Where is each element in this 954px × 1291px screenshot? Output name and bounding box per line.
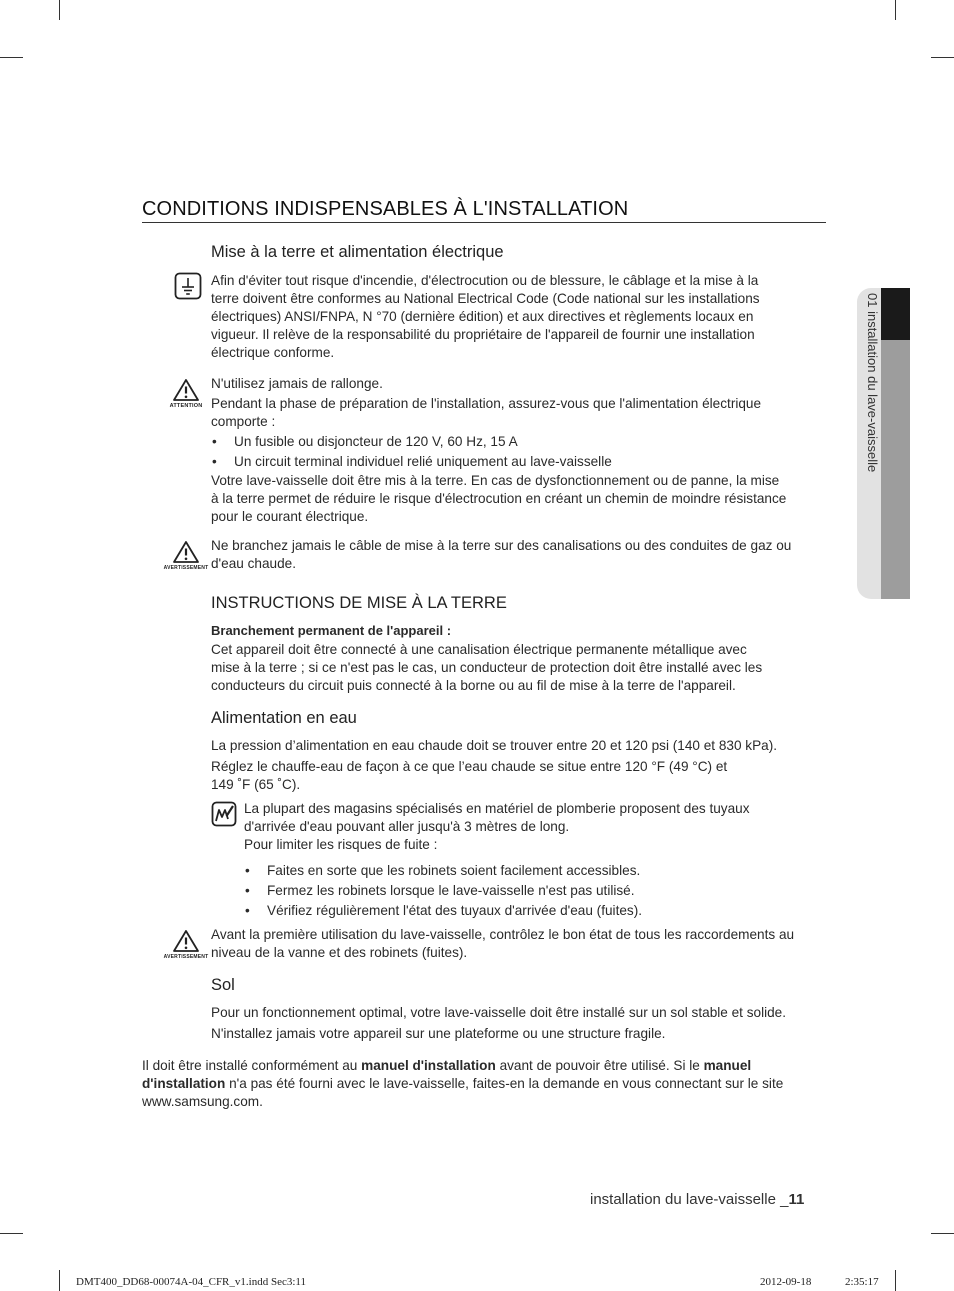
- crop-mark: [59, 1270, 60, 1291]
- text-line: d'eau chaude.: [211, 556, 296, 571]
- chapter-tab-label: 01 installation du lave-vaisselle: [865, 293, 880, 473]
- crop-mark: [59, 0, 60, 20]
- text-line: électriques) ANSI/FNPA, N °70 (dernière édition) et aux directives et règlements locaux en: [211, 309, 754, 324]
- chapter-tab-dark-block: [881, 288, 910, 340]
- text-line: N'installez jamais votre appareil sur une plateforme ou une structure fragile.: [211, 1026, 666, 1041]
- note-block: [244, 800, 834, 920]
- text-line: Pour limiter les risques de fuite :: [244, 837, 438, 852]
- chapter-tab-gray-block: [881, 340, 910, 599]
- page-number: 11: [788, 1191, 805, 1208]
- crop-mark: [931, 57, 954, 58]
- attention-label: ATTENTION: [169, 403, 203, 409]
- manual-reference: manuel: [703, 1058, 752, 1073]
- grounding-paragraph: [211, 272, 831, 362]
- text-line: conducteurs du circuit puis connecté à la borne ou au fil de mise à la terre de l'appareil.: [211, 678, 736, 693]
- crop-mark: [931, 1233, 954, 1234]
- list-item: • Fermez les robinets lorsque le lave-vaisselle n'est pas utilisé.: [244, 882, 834, 900]
- page-title: CONDITIONS INDISPENSABLES À L'INSTALLATION: [142, 198, 629, 220]
- text-line: [142, 1057, 832, 1075]
- text-line: Votre lave-vaisselle doit être mis à la terre. En cas de dysfonctionnement ou de panne, la mise: [211, 473, 780, 488]
- closing-paragraph: [142, 1057, 832, 1111]
- text-line: [142, 1075, 832, 1093]
- attention-icon: [164, 378, 208, 409]
- section-heading-floor: Sol: [211, 976, 235, 994]
- crop-mark: [895, 0, 896, 20]
- slug-filename: DMT400_DD68-00074A-04_CFR_v1.indd Sec3:11: [76, 1276, 306, 1288]
- note-icon: [211, 801, 237, 832]
- page-footer: [590, 1191, 804, 1208]
- ground-instructions-paragraph: [211, 641, 831, 695]
- list-item: • Un fusible ou disjoncteur de 120 V, 60 Hz, 15 A: [211, 433, 831, 451]
- section-heading-ground-instructions: INSTRUCTIONS DE MISE À LA TERRE: [211, 594, 507, 612]
- manual-reference: d'installation: [142, 1076, 226, 1091]
- list-item: • Faites en sorte que les robinets soient facilement accessibles.: [244, 862, 834, 880]
- crop-mark: [895, 1270, 896, 1291]
- water-paragraph: [211, 737, 831, 794]
- list-item: • Vérifiez régulièrement l'état des tuyaux d'arrivée d'eau (fuites).: [244, 902, 834, 920]
- text-line: Pour un fonctionnement optimal, votre lave-vaisselle doit être installé sur un sol stable et solide.: [211, 1005, 787, 1020]
- section-heading-grounding: Mise à la terre et alimentation électrique: [211, 243, 504, 261]
- text-line: Ne branchez jamais le câble de mise à la terre sur des canalisations ou des conduites de gaz ou: [211, 538, 792, 553]
- text-line: N'utilisez jamais de rallonge.: [211, 376, 383, 391]
- text-line: électrique conforme.: [211, 345, 335, 360]
- text-line: niveau de la vanne et des robinets (fuites).: [211, 945, 468, 960]
- footer-text: installation du lave-vaisselle _: [590, 1191, 789, 1208]
- text-fragment: avant de pouvoir être utilisé. Si le: [495, 1058, 704, 1073]
- text-line: pour le courant électrique.: [211, 509, 369, 524]
- text-line: à la terre permet de réduire le risque d'électrocution en créant un chemin de moindre résistance: [211, 491, 787, 506]
- text-line: Cet appareil doit être connecté à une canalisation électrique permanente métallique avec: [211, 642, 747, 657]
- text-line: mise à la terre ; si ce n'est pas le cas, un conducteur de protection doit être installé avec les: [211, 660, 763, 675]
- text-line: terre doivent être conformes au National Electrical Code (Code national sur les installations: [211, 291, 760, 306]
- text-line: Pendant la phase de préparation de l'installation, assurez-vous que l'alimentation électrique: [211, 396, 762, 411]
- subheading: Branchement permanent de l'appareil :: [211, 623, 452, 638]
- warning-icon: [162, 540, 210, 571]
- text-line: d'arrivée d'eau pouvant aller jusqu'à 3 mètres de long.: [244, 819, 570, 834]
- text-line: comporte :: [211, 414, 276, 429]
- attention-block: [211, 375, 831, 526]
- slug-date: 2012-09-18: [760, 1276, 812, 1288]
- text-line: Afin d'éviter tout risque d'incendie, d'électrocution ou de blessure, le câblage et la mise à la: [211, 273, 759, 288]
- title-rule: [142, 222, 826, 223]
- text-line: 149 ˚F (65 ˚C).: [211, 777, 301, 792]
- text-fragment: n'a pas été fourni avec le lave-vaisselle, faites-en la demande en vous connectant sur le site: [225, 1076, 784, 1091]
- floor-paragraph: [211, 1004, 831, 1043]
- warning-block: [211, 537, 831, 573]
- text-line: vigueur. Il relève de la responsabilité du propriétaire de l'appareil de fournir une installation: [211, 327, 755, 342]
- text-fragment: Il doit être installé conformément au: [142, 1058, 362, 1073]
- text-line: Avant la première utilisation du lave-vaisselle, contrôlez le bon état de tous les raccordements au: [211, 927, 795, 942]
- warning-block: [211, 926, 836, 962]
- warning-label: AVERTISSEMENT: [163, 565, 209, 571]
- website-text: www.samsung.com.: [142, 1094, 263, 1109]
- ground-icon: [174, 272, 202, 305]
- warning-icon: [162, 929, 210, 960]
- crop-mark: [0, 1233, 23, 1234]
- list-item: • Un circuit terminal individuel relié uniquement au lave-vaisselle: [211, 453, 831, 471]
- text-line: Réglez le chauffe-eau de façon à ce que l’eau chaude se situe entre 120 °F (49 °C) et: [211, 759, 728, 774]
- crop-mark: [0, 57, 23, 58]
- text-line: La plupart des magasins spécialisés en matériel de plomberie proposent des tuyaux: [244, 801, 750, 816]
- slug-time: 2:35:17: [845, 1276, 879, 1288]
- manual-reference: manuel d'installation: [361, 1058, 496, 1073]
- section-heading-water: Alimentation en eau: [211, 709, 357, 727]
- warning-label: AVERTISSEMENT: [163, 954, 209, 960]
- text-line: La pression d’alimentation en eau chaude doit se trouver entre 20 et 120 psi (140 et 830 kPa).: [211, 738, 778, 753]
